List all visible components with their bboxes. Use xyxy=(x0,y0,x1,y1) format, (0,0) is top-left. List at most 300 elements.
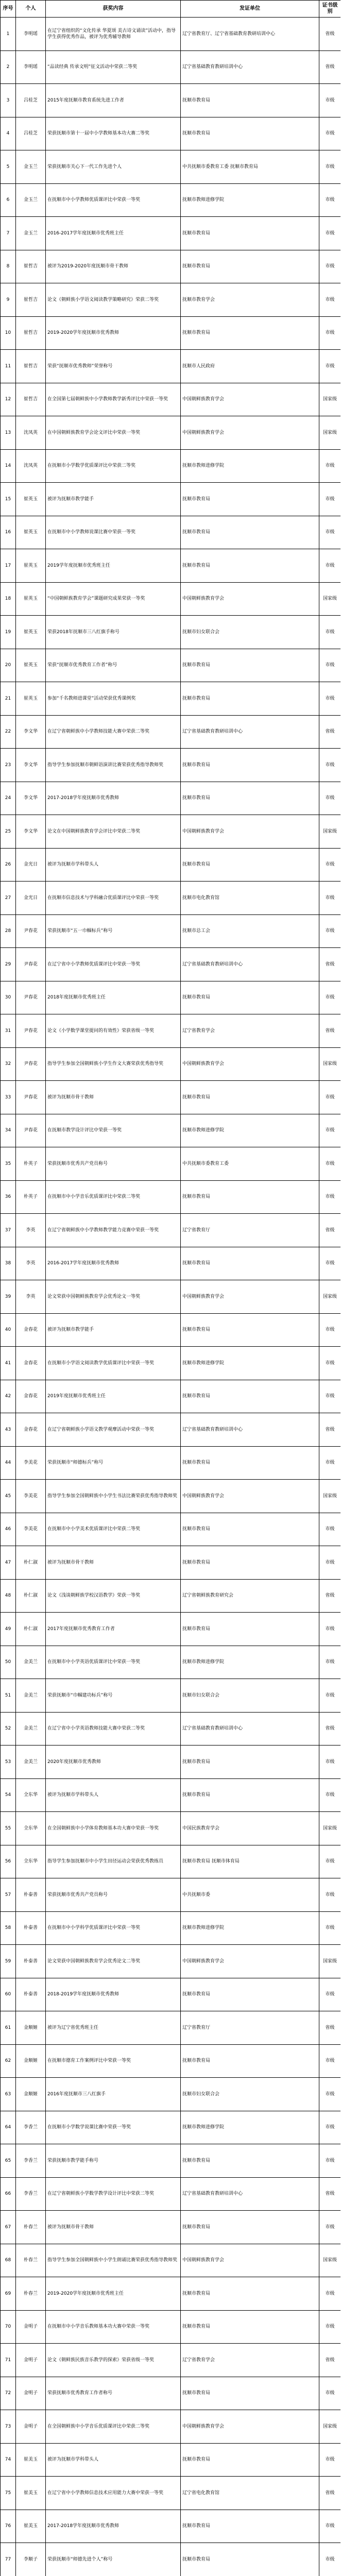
row-number: 2 xyxy=(1,50,16,84)
header-number: 序号 xyxy=(1,1,16,18)
certificate-level: 国家级 xyxy=(319,1047,341,1081)
table-row xyxy=(1,2011,341,2045)
row-number: 52 xyxy=(1,1712,16,1745)
certificate-level: 国家级 xyxy=(319,1812,341,1845)
issuing-unit: 辽宁省基础教育教研培训中心 xyxy=(181,2177,319,2211)
issuing-unit: 抚顺市教育局 xyxy=(181,1180,319,1214)
row-number: 67 xyxy=(1,2211,16,2244)
person-name: 崔美玉 xyxy=(16,2443,46,2477)
row-number: 17 xyxy=(1,549,16,583)
person-name: 李顺子 xyxy=(16,2543,46,2576)
table-row xyxy=(1,1081,341,1114)
table-row xyxy=(1,1679,341,1713)
table-row xyxy=(1,582,341,616)
person-name: 金光日 xyxy=(16,848,46,882)
table-row xyxy=(1,815,341,849)
certificate-level: 市级 xyxy=(319,782,341,815)
row-number: 15 xyxy=(1,483,16,516)
person-name: 金美兰 xyxy=(16,1679,46,1713)
issuing-unit: 抚顺市教育局 xyxy=(181,649,319,682)
issuing-unit: 中国朝鲜族教育学会 xyxy=(181,1047,319,1081)
award-content: “中国朝鲜族教育学会”课题研究成果荣获一等奖 xyxy=(46,582,181,616)
issuing-unit: 抚顺市教师进修学院 xyxy=(181,183,319,217)
certificate-level: 省级 xyxy=(319,1214,341,1247)
person-name: 李英 xyxy=(16,1280,46,1314)
table-row xyxy=(1,782,341,815)
issuing-unit: 抚顺市教育局 xyxy=(181,682,319,716)
person-name: 李明瑶 xyxy=(16,18,46,51)
row-number: 42 xyxy=(1,1380,16,1413)
issuing-unit: 抚顺市妇女联合会 xyxy=(181,616,319,649)
row-number: 21 xyxy=(1,682,16,716)
table-row xyxy=(1,1911,341,1945)
table-row xyxy=(1,1480,341,1513)
issuing-unit: 抚顺市教育局 xyxy=(181,316,319,350)
issuing-unit: 辽宁省电化教育馆 xyxy=(181,2477,319,2510)
award-content: 荣获抚顺市关心下一代工作先进个人 xyxy=(46,150,181,184)
award-content: 在抚顺市中小学音乐教师基本功大赛中荣获一等奖 xyxy=(46,2310,181,2344)
row-number: 32 xyxy=(1,1047,16,1081)
issuing-unit: 抚顺市教育局 xyxy=(181,1513,319,1546)
row-number: 76 xyxy=(1,2510,16,2543)
certificate-level: 市级 xyxy=(319,1978,341,2011)
certificate-level: 省级 xyxy=(319,948,341,981)
issuing-unit: 抚顺市教师进修学院 xyxy=(181,1911,319,1945)
certificate-level: 市级 xyxy=(319,84,341,117)
row-number: 56 xyxy=(1,1845,16,1878)
certificate-level: 市级 xyxy=(319,2111,341,2144)
row-number: 25 xyxy=(1,815,16,849)
table-row xyxy=(1,948,341,981)
certificate-level: 市级 xyxy=(319,549,341,583)
issuing-unit: 抚顺市教育局 抚顺市体育局 xyxy=(181,1845,319,1878)
issuing-unit: 抚顺市教育局 xyxy=(181,84,319,117)
award-content: 2020年度抚顺市优秀教师 xyxy=(46,1745,181,1779)
row-number: 36 xyxy=(1,1180,16,1214)
row-number: 55 xyxy=(1,1812,16,1845)
issuing-unit: 中国朝鲜族教育学会 xyxy=(181,383,319,416)
table-row xyxy=(1,50,341,84)
table-row xyxy=(1,350,341,383)
issuing-unit: 抚顺市教育局 xyxy=(181,217,319,250)
certificate-level: 市级 xyxy=(319,1778,341,1812)
person-name: 金玉兰 xyxy=(16,217,46,250)
award-content: 2018-2019学年度抚顺市优秀教师 xyxy=(46,1978,181,2011)
award-content: 指导学生参加抚顺市朝鲜语演讲比赛荣获优秀指导教师奖 xyxy=(46,749,181,782)
table-row xyxy=(1,150,341,184)
award-content: 2015年度抚顺市教育系统先进工作者 xyxy=(46,84,181,117)
table-row xyxy=(1,1513,341,1546)
issuing-unit: 辽宁省基础教育教研培训中心 xyxy=(181,1413,319,1447)
award-content: 在抚顺市德育工作案例评比中荣获一等奖 xyxy=(46,2044,181,2078)
certificate-level: 市级 xyxy=(319,483,341,516)
person-name: 全东华 xyxy=(16,1812,46,1845)
issuing-unit: 中共抚顺市委教育工委 抚顺市教育局 xyxy=(181,150,319,184)
row-number: 63 xyxy=(1,2078,16,2111)
person-name: 金春花 xyxy=(16,1413,46,1447)
certificate-level: 省级 xyxy=(319,2477,341,2510)
award-content: 2019-2020学年度抚顺市优秀教师 xyxy=(46,316,181,350)
issuing-unit: 抚顺市教师进修学院 xyxy=(181,2111,319,2144)
certificate-level: 市级 xyxy=(319,350,341,383)
issuing-unit: 抚顺市教育局 xyxy=(181,483,319,516)
table-row xyxy=(1,2344,341,2377)
row-number: 69 xyxy=(1,2277,16,2311)
award-content: 在全国第七届朝鲜族中小学教师教学新秀评比中荣获一等奖 xyxy=(46,383,181,416)
award-content: 在抚顺市小学数学说课比赛中荣获一等奖 xyxy=(46,2111,181,2144)
issuing-unit: 中国民族教育学会 xyxy=(181,1812,319,1845)
certificate-level: 省级 xyxy=(319,18,341,51)
award-content: 2019年度抚顺市优秀班主任 xyxy=(46,1380,181,1413)
person-name: 崔哲吉 xyxy=(16,283,46,317)
issuing-unit: 中国朝鲜族教育学会 xyxy=(181,2410,319,2444)
person-name: 尹春花 xyxy=(16,1014,46,1048)
award-content: 在辽宁省朝鲜族小学数学教学设计评比中荣获二等奖 xyxy=(46,2177,181,2211)
row-number: 59 xyxy=(1,1945,16,1978)
table-row xyxy=(1,2244,341,2277)
person-name: 李文华 xyxy=(16,749,46,782)
certificate-level: 市级 xyxy=(319,1513,341,1546)
table-row xyxy=(1,1745,341,1779)
certificate-level: 市级 xyxy=(319,981,341,1014)
table-row xyxy=(1,2377,341,2410)
certificate-level: 市级 xyxy=(319,2543,341,2576)
award-content: 在抚顺市中小学教师说课比赛中荣获一等奖 xyxy=(46,516,181,549)
certificate-level: 市级 xyxy=(319,1147,341,1181)
person-name: 李英 xyxy=(16,1214,46,1247)
row-number: 28 xyxy=(1,914,16,948)
row-number: 37 xyxy=(1,1214,16,1247)
award-content: 被评为抚顺市教学能手 xyxy=(46,483,181,516)
certificate-level: 市级 xyxy=(319,1911,341,1945)
table-row xyxy=(1,1180,341,1214)
award-content: 荣获抚顺市优秀共产党员称号 xyxy=(46,1147,181,1181)
table-row xyxy=(1,183,341,217)
table-row xyxy=(1,1047,341,1081)
table-row xyxy=(1,616,341,649)
certificate-level: 市级 xyxy=(319,1745,341,1779)
issuing-unit: 抚顺市教育局 xyxy=(181,2377,319,2410)
issuing-unit: 中共抚顺市委教育工委 xyxy=(181,1147,319,1181)
certificate-level: 市级 xyxy=(319,2078,341,2111)
award-content: 被评为抚顺市骨干教师 xyxy=(46,1081,181,1114)
issuing-unit: 抚顺市教育局 xyxy=(181,2144,319,2178)
row-number: 48 xyxy=(1,1579,16,1613)
row-number: 26 xyxy=(1,848,16,882)
table-row xyxy=(1,1613,341,1646)
award-content: 荣获抚顺市“五一巾帼标兵”称号 xyxy=(46,914,181,948)
award-content: 荣获2018年抚顺市三八红旗手称号 xyxy=(46,616,181,649)
issuing-unit: 抚顺市教育局 xyxy=(181,1613,319,1646)
table-row xyxy=(1,1114,341,1147)
award-content: 被评为抚顺市学科带头人 xyxy=(46,1778,181,1812)
person-name: 尹春花 xyxy=(16,1047,46,1081)
issuing-unit: 抚顺市妇女联合会 xyxy=(181,1679,319,1713)
table-row xyxy=(1,1014,341,1048)
table-row xyxy=(1,516,341,549)
certificate-level: 市级 xyxy=(319,1845,341,1878)
certificate-level: 省级 xyxy=(319,1579,341,1613)
issuing-unit: 抚顺市教育局 xyxy=(181,749,319,782)
row-number: 3 xyxy=(1,84,16,117)
row-number: 46 xyxy=(1,1513,16,1546)
award-content: 论文《朝鲜族小学语文阅读教学策略研究》荣获二等奖 xyxy=(46,283,181,317)
person-name: 崔美玉 xyxy=(16,2477,46,2510)
table-row xyxy=(1,1214,341,1247)
award-content: 被评为抚顺市教学能手 xyxy=(46,1313,181,1347)
table-row xyxy=(1,981,341,1014)
row-number: 12 xyxy=(1,383,16,416)
award-content: 荣获抚顺市教学能手称号 xyxy=(46,2144,181,2178)
certificate-level: 市级 xyxy=(319,749,341,782)
certificate-level: 市级 xyxy=(319,516,341,549)
award-content: 指导学生参加全国朝鲜族中小学生朗诵比赛荣获优秀指导教师奖 xyxy=(46,2244,181,2277)
person-name: 金美兰 xyxy=(16,1745,46,1779)
person-name: 崔英玉 xyxy=(16,649,46,682)
issuing-unit: 辽宁省基础教育教研培训中心 xyxy=(181,1712,319,1745)
table-row xyxy=(1,549,341,583)
person-name: 沈凤英 xyxy=(16,449,46,483)
person-name: 朴仁淑 xyxy=(16,1613,46,1646)
row-number: 74 xyxy=(1,2443,16,2477)
award-content: 荣获抚顺市第十一届中小学教师基本功大赛二等奖 xyxy=(46,117,181,150)
certificate-level: 市级 xyxy=(319,2310,341,2344)
certificate-level: 市级 xyxy=(319,1878,341,1912)
certificate-level: 国家级 xyxy=(319,383,341,416)
award-content: 被评为抚顺市骨干教师 xyxy=(46,1546,181,1580)
header-issuing-unit: 发证单位 xyxy=(181,1,319,18)
issuing-unit: 辽宁省教育学会 xyxy=(181,1014,319,1048)
issuing-unit: 抚顺市电化教育馆 xyxy=(181,882,319,915)
issuing-unit: 抚顺市教师进修学院 xyxy=(181,449,319,483)
award-content: 荣获“抚顺市优秀教育工作者”称号 xyxy=(46,649,181,682)
row-number: 35 xyxy=(1,1147,16,1181)
certificate-level: 市级 xyxy=(319,2211,341,2244)
table-row xyxy=(1,2410,341,2444)
table-row xyxy=(1,283,341,317)
row-number: 60 xyxy=(1,1978,16,2011)
table-row xyxy=(1,416,341,450)
table-row xyxy=(1,1778,341,1812)
award-content: 2016-2017学年度抚顺市优秀班主任 xyxy=(46,217,181,250)
table-row xyxy=(1,2477,341,2510)
row-number: 4 xyxy=(1,117,16,150)
person-name: 金春花 xyxy=(16,1313,46,1347)
row-number: 71 xyxy=(1,2344,16,2377)
issuing-unit: 抚顺市教师进修学院 xyxy=(181,1347,319,1380)
person-name: 朴泰善 xyxy=(16,1878,46,1912)
person-name: 崔哲吉 xyxy=(16,383,46,416)
person-name: 朴泰善 xyxy=(16,1945,46,1978)
certificate-level: 省级 xyxy=(319,2344,341,2377)
issuing-unit: 抚顺市人民政府 xyxy=(181,350,319,383)
row-number: 8 xyxy=(1,250,16,283)
row-number: 70 xyxy=(1,2310,16,2344)
issuing-unit: 中国朝鲜族教育学会 xyxy=(181,815,319,849)
issuing-unit: 抚顺市教育局 xyxy=(181,1778,319,1812)
certificate-level: 国家级 xyxy=(319,2244,341,2277)
issuing-unit: 抚顺市教育局 xyxy=(181,2510,319,2543)
issuing-unit: 中国朝鲜族教育学会 xyxy=(181,2244,319,2277)
issuing-unit: 辽宁省基础教育教研培训中心 xyxy=(181,715,319,749)
table-row xyxy=(1,18,341,51)
issuing-unit: 辽宁省教育学会 xyxy=(181,2344,319,2377)
award-content: 在辽宁省朝鲜族小学语文教学观摩活动中荣获一等奖 xyxy=(46,1413,181,1447)
table-row xyxy=(1,1446,341,1480)
award-content: 荣获抚顺市“师德先进个人”称号 xyxy=(46,2543,181,2576)
row-number: 58 xyxy=(1,1911,16,1945)
table-row xyxy=(1,1646,341,1679)
award-content: 论文荣获中国朝鲜族教育学会优秀论文一等奖 xyxy=(46,1280,181,1314)
table-row xyxy=(1,1280,341,1314)
person-name: 金顺姬 xyxy=(16,2078,46,2111)
person-name: 崔哲吉 xyxy=(16,250,46,283)
award-content: 在抚顺市小学语文阅读教学优质课评比中荣获一等奖 xyxy=(46,1347,181,1380)
certificate-level: 省级 xyxy=(319,1014,341,1048)
issuing-unit: 抚顺市教育局 xyxy=(181,782,319,815)
issuing-unit: 抚顺市教育局 xyxy=(181,2443,319,2477)
table-row xyxy=(1,1413,341,1447)
table-row xyxy=(1,483,341,516)
issuing-unit: 抚顺市教育局 xyxy=(181,2211,319,2244)
certificate-level: 市级 xyxy=(319,449,341,483)
award-content: 2017-2018学年度抚顺市优秀教师 xyxy=(46,2510,181,2543)
issuing-unit: 抚顺市教育局 xyxy=(181,848,319,882)
award-content: 荣获抚顺市优秀共产党员称号 xyxy=(46,1878,181,1912)
certificate-level: 国家级 xyxy=(319,416,341,450)
table-row xyxy=(1,2543,341,2576)
certificate-level: 省级 xyxy=(319,50,341,84)
award-content: 论文《朝鲜族民族音乐教学的探索》荣获省级一等奖 xyxy=(46,2344,181,2377)
table-row xyxy=(1,2211,341,2244)
certificate-level: 市级 xyxy=(319,250,341,283)
issuing-unit: 抚顺市教育学会 xyxy=(181,283,319,317)
issuing-unit: 抚顺市教育局 xyxy=(181,2277,319,2311)
person-name: 李香兰 xyxy=(16,2111,46,2144)
table-row xyxy=(1,1313,341,1347)
table-row xyxy=(1,1845,341,1878)
award-content: 在抚顺市小学数学优质课评比中荣获二等奖 xyxy=(46,449,181,483)
row-number: 40 xyxy=(1,1313,16,1347)
certificate-level: 市级 xyxy=(319,616,341,649)
award-content: “品读经典 传承文明”征文活动中荣获二等奖 xyxy=(46,50,181,84)
row-number: 18 xyxy=(1,582,16,616)
issuing-unit: 中国朝鲜族教育学会 xyxy=(181,1480,319,1513)
person-name: 吕桂芝 xyxy=(16,84,46,117)
certificate-level: 省级 xyxy=(319,715,341,749)
person-name: 吕桂芝 xyxy=(16,117,46,150)
person-name: 朴泰善 xyxy=(16,1911,46,1945)
row-number: 73 xyxy=(1,2410,16,2444)
row-number: 13 xyxy=(1,416,16,450)
table-row xyxy=(1,84,341,117)
person-name: 李文华 xyxy=(16,782,46,815)
row-number: 45 xyxy=(1,1480,16,1513)
table-row xyxy=(1,2111,341,2144)
person-name: 金春花 xyxy=(16,1380,46,1413)
certificate-level: 市级 xyxy=(319,150,341,184)
issuing-unit: 抚顺市教育局 xyxy=(181,117,319,150)
row-number: 68 xyxy=(1,2244,16,2277)
award-content: 2017-2018学年度抚顺市优秀教师 xyxy=(46,782,181,815)
award-content: 2017年度抚顺市优秀教育工作者 xyxy=(46,1613,181,1646)
table-row xyxy=(1,217,341,250)
person-name: 尹春花 xyxy=(16,914,46,948)
row-number: 10 xyxy=(1,316,16,350)
certificate-level: 国家级 xyxy=(319,815,341,849)
issuing-unit: 抚顺市教育局 xyxy=(181,549,319,583)
issuing-unit: 辽宁省基础教育教研培训中心 xyxy=(181,948,319,981)
issuing-unit: 抚顺市教育局 xyxy=(181,516,319,549)
person-name: 李文华 xyxy=(16,815,46,849)
award-content: 在辽宁省朝鲜族中小学教师教学能力竞赛中荣获一等奖 xyxy=(46,1214,181,1247)
row-number: 20 xyxy=(1,649,16,682)
certificate-level: 省级 xyxy=(319,1712,341,1745)
certificate-level: 国家级 xyxy=(319,1280,341,1314)
person-name: 朴英子 xyxy=(16,1180,46,1214)
person-name: 金玉兰 xyxy=(16,150,46,184)
award-content: 参加“千名教师进课堂”活动荣获优秀课例奖 xyxy=(46,682,181,716)
table-row xyxy=(1,449,341,483)
person-name: 崔英玉 xyxy=(16,483,46,516)
award-content: 被评为抚顺市骨干教师 xyxy=(46,2211,181,2244)
certificate-level: 市级 xyxy=(319,283,341,317)
person-name: 朴仁淑 xyxy=(16,1579,46,1613)
row-number: 30 xyxy=(1,981,16,1014)
award-content: 在抚顺市中小学英语优质课评比中荣获一等奖 xyxy=(46,1646,181,1679)
certificate-level: 市级 xyxy=(319,1446,341,1480)
certificate-level: 市级 xyxy=(319,848,341,882)
issuing-unit: 抚顺市教师进修学院 xyxy=(181,1646,319,1679)
award-content: 在全国朝鲜族中小学体育教师基本功大赛中荣获一等奖 xyxy=(46,1812,181,1845)
award-content: 在抚顺市中小学美术优质课评比中荣获二等奖 xyxy=(46,1513,181,1546)
row-number: 33 xyxy=(1,1081,16,1114)
issuing-unit: 辽宁省教育厅 xyxy=(181,2011,319,2045)
certificate-level: 市级 xyxy=(319,649,341,682)
table-row xyxy=(1,2078,341,2111)
person-name: 李美花 xyxy=(16,1446,46,1480)
person-name: 崔英玉 xyxy=(16,682,46,716)
issuing-unit: 中国朝鲜族教育学会 xyxy=(181,582,319,616)
person-name: 金美兰 xyxy=(16,1712,46,1745)
award-content: 在抚顺市信息技术与学科融合优质课评比中荣获一等奖 xyxy=(46,882,181,915)
award-content: 2018年度抚顺市优秀班主任 xyxy=(46,981,181,1014)
award-content: 在中国朝鲜族教育学会论文评比中荣获一等奖 xyxy=(46,416,181,450)
table-row xyxy=(1,1878,341,1912)
person-name: 尹春花 xyxy=(16,981,46,1014)
award-content: 荣获抚顺市“巾帼建功标兵”称号 xyxy=(46,1679,181,1713)
table-row xyxy=(1,1247,341,1280)
issuing-unit: 抚顺市教育局 xyxy=(181,2310,319,2344)
row-number: 77 xyxy=(1,2543,16,2576)
issuing-unit: 辽宁省教育厅 xyxy=(181,1214,319,1247)
certificate-level: 市级 xyxy=(319,1613,341,1646)
person-name: 李英 xyxy=(16,1247,46,1280)
table-row xyxy=(1,383,341,416)
row-number: 38 xyxy=(1,1247,16,1280)
row-number: 1 xyxy=(1,18,16,51)
row-number: 16 xyxy=(1,516,16,549)
table-row xyxy=(1,2177,341,2211)
table-row xyxy=(1,250,341,283)
person-name: 李文华 xyxy=(16,715,46,749)
award-content: 2019-2020学年度抚顺市优秀班主任 xyxy=(46,2277,181,2311)
award-content: 在抚顺市中小学教师优质课评比中荣获一等奖 xyxy=(46,183,181,217)
certificate-level: 国家级 xyxy=(319,582,341,616)
issuing-unit: 中国朝鲜族教育学会 xyxy=(181,416,319,450)
table-row xyxy=(1,1712,341,1745)
award-content: 在辽宁省中小学教师信息技术应用能力大赛中荣获一等奖 xyxy=(46,2477,181,2510)
